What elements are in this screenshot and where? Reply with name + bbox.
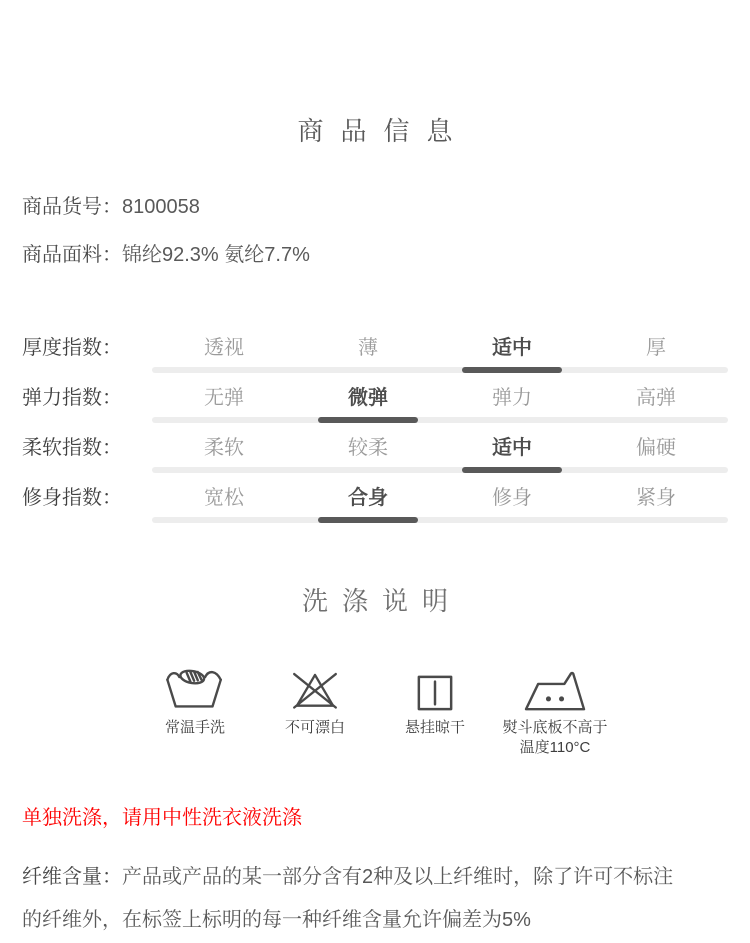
fiber-content-text1: 产品或产品的某一部分含有2种及以上纤维时，除了许可不标注 (122, 866, 674, 888)
spec-selected-indicator (318, 517, 418, 523)
iron-low-temp-icon (522, 664, 588, 712)
spec-option: 高弹 (636, 387, 676, 409)
spec-row-label: 厚度指数： (22, 337, 122, 359)
page-title: 商品信息 (297, 116, 470, 146)
spec-index-table (22, 336, 728, 523)
spec-track (152, 517, 728, 523)
spec-row-softness (22, 436, 728, 473)
spec-track (152, 367, 728, 373)
spec-option: 弹力 (492, 387, 532, 409)
fabric-label: 商品面料： (22, 244, 122, 266)
spec-option: 适中 (492, 437, 532, 459)
product-info-block (22, 193, 728, 269)
spec-selected-indicator (462, 367, 562, 373)
spec-row-elasticity (22, 386, 728, 423)
spec-track (152, 417, 728, 423)
spec-option: 合身 (348, 487, 388, 509)
fabric-value: 锦纶92.3% 氨纶7.7% (122, 244, 310, 266)
spec-option: 偏硬 (636, 437, 676, 459)
wash-separately-warning: 单独洗涤，请用中性洗衣液洗涤 (22, 807, 302, 829)
sku-label: 商品货号： (22, 196, 122, 218)
washing-item-label-line2: 温度110°C (519, 739, 591, 756)
spec-option: 厚 (646, 337, 666, 359)
hang-dry-icon (416, 664, 454, 712)
spec-option: 宽松 (204, 487, 244, 509)
washing-icons-row (22, 664, 728, 758)
washing-item-hang-dry (375, 664, 495, 758)
washing-item-no-bleach (255, 664, 375, 758)
spec-option: 修身 (492, 487, 532, 509)
washing-item-label: 常温手洗 (164, 719, 225, 736)
spec-row-label: 弹力指数： (22, 387, 122, 409)
spec-option: 无弹 (204, 387, 244, 409)
do-not-bleach-icon (287, 664, 343, 712)
spec-option: 适中 (492, 337, 532, 359)
washing-item-label: 不可漂白 (284, 719, 345, 736)
washing-section-title: 洗涤说明 (301, 586, 462, 616)
fiber-content-line1 (22, 856, 728, 899)
washing-item-iron-low-temp (495, 664, 615, 758)
fiber-content-label: 纤维含量： (22, 866, 122, 888)
spec-row-fit (22, 486, 728, 523)
spec-row-thickness (22, 336, 728, 373)
spec-option: 柔软 (204, 437, 244, 459)
product-sku-line (22, 193, 728, 221)
sku-value: 8100058 (122, 196, 200, 218)
hand-wash-icon (164, 664, 226, 712)
spec-option: 薄 (358, 337, 378, 359)
spec-option: 微弹 (348, 387, 388, 409)
spec-track (152, 467, 728, 473)
spec-option: 较柔 (348, 437, 388, 459)
washing-item-hand-wash (135, 664, 255, 758)
spec-row-label: 柔软指数： (22, 437, 122, 459)
spec-selected-indicator (462, 467, 562, 473)
fiber-content-line2: 的纤维外，在标签上标明的每一种纤维含量允许偏差为5% (22, 909, 531, 931)
spec-option: 紧身 (636, 487, 676, 509)
spec-selected-indicator (318, 417, 418, 423)
spec-row-label: 修身指数： (22, 487, 122, 509)
product-fabric-line (22, 241, 728, 269)
washing-item-label: 熨斗底板不高于 (502, 719, 608, 736)
fiber-content-paragraph (22, 856, 728, 942)
washing-item-label: 悬挂晾干 (404, 719, 465, 736)
spec-option: 透视 (204, 337, 244, 359)
